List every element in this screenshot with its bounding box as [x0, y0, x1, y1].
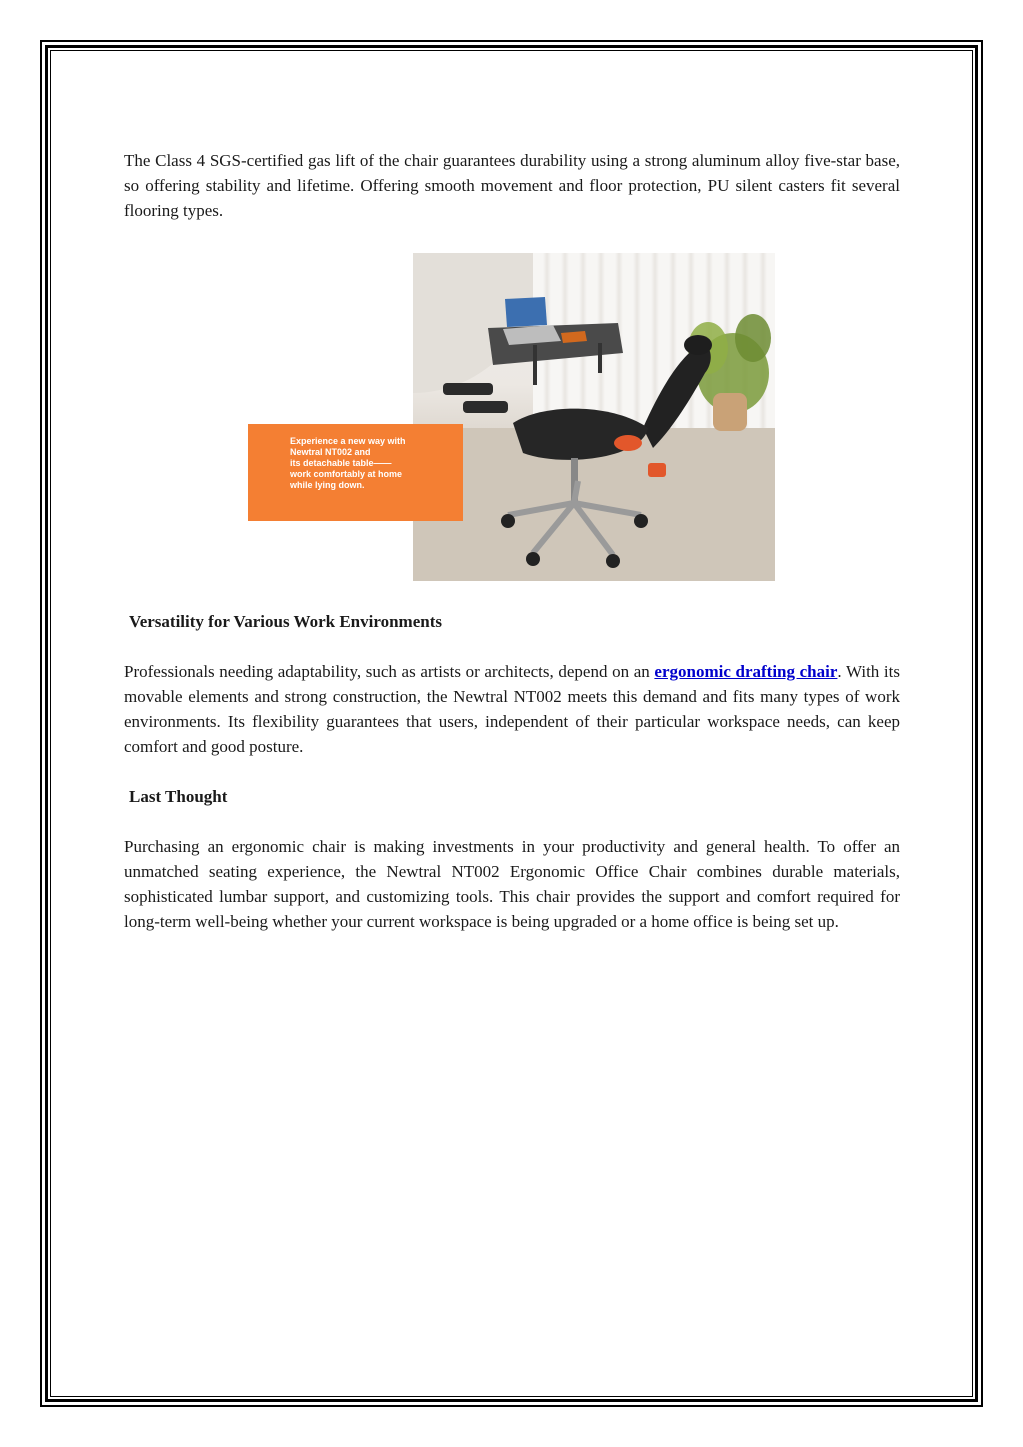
ergonomic-drafting-chair-link[interactable]: ergonomic drafting chair — [654, 662, 838, 681]
versatility-paragraph — [124, 659, 900, 759]
promo-callout: Experience a new way with Newtral NT002 and its detachable table—— work comfortably at home while lying down. — [248, 424, 463, 521]
product-figure — [124, 253, 900, 581]
section-heading-versatility: Versatility for Various Work Environments — [129, 612, 442, 631]
last-thought-paragraph: Purchasing an ergonomic chair is making investments in your productivity and general health. To offer an unmatched seating experience, the Newtral NT002 Ergonomic Office Chair combines durable materials, sophisticated lumbar support, and customizing tools. This chair provides the support and comfort required for long-term well-being whether your current workspace is being upgraded or a home office is being set up. — [124, 837, 900, 931]
section-heading-last-thought: Last Thought — [129, 787, 228, 806]
intro-paragraph: The Class 4 SGS-certified gas lift of the chair guarantees durability using a strong aluminum alloy five-star base, so offering stability and lifetime. Offering smooth movement and floor protection, PU silent casters fit several flooring types. — [124, 151, 900, 220]
versatility-text-end: . With its movable elements and strong construction, the Newtral NT002 meets this demand and fits many types of work environments. Its flexibility guarantees that users, independent of their particular workspace needs, can keep comfort and good posture. — [124, 662, 900, 756]
chair-photo — [413, 253, 775, 581]
versatility-text-start: Professionals needing adaptability, such as artists or architects, depend on an — [124, 662, 655, 681]
document-body — [124, 148, 900, 934]
chair-illustration — [413, 253, 775, 581]
